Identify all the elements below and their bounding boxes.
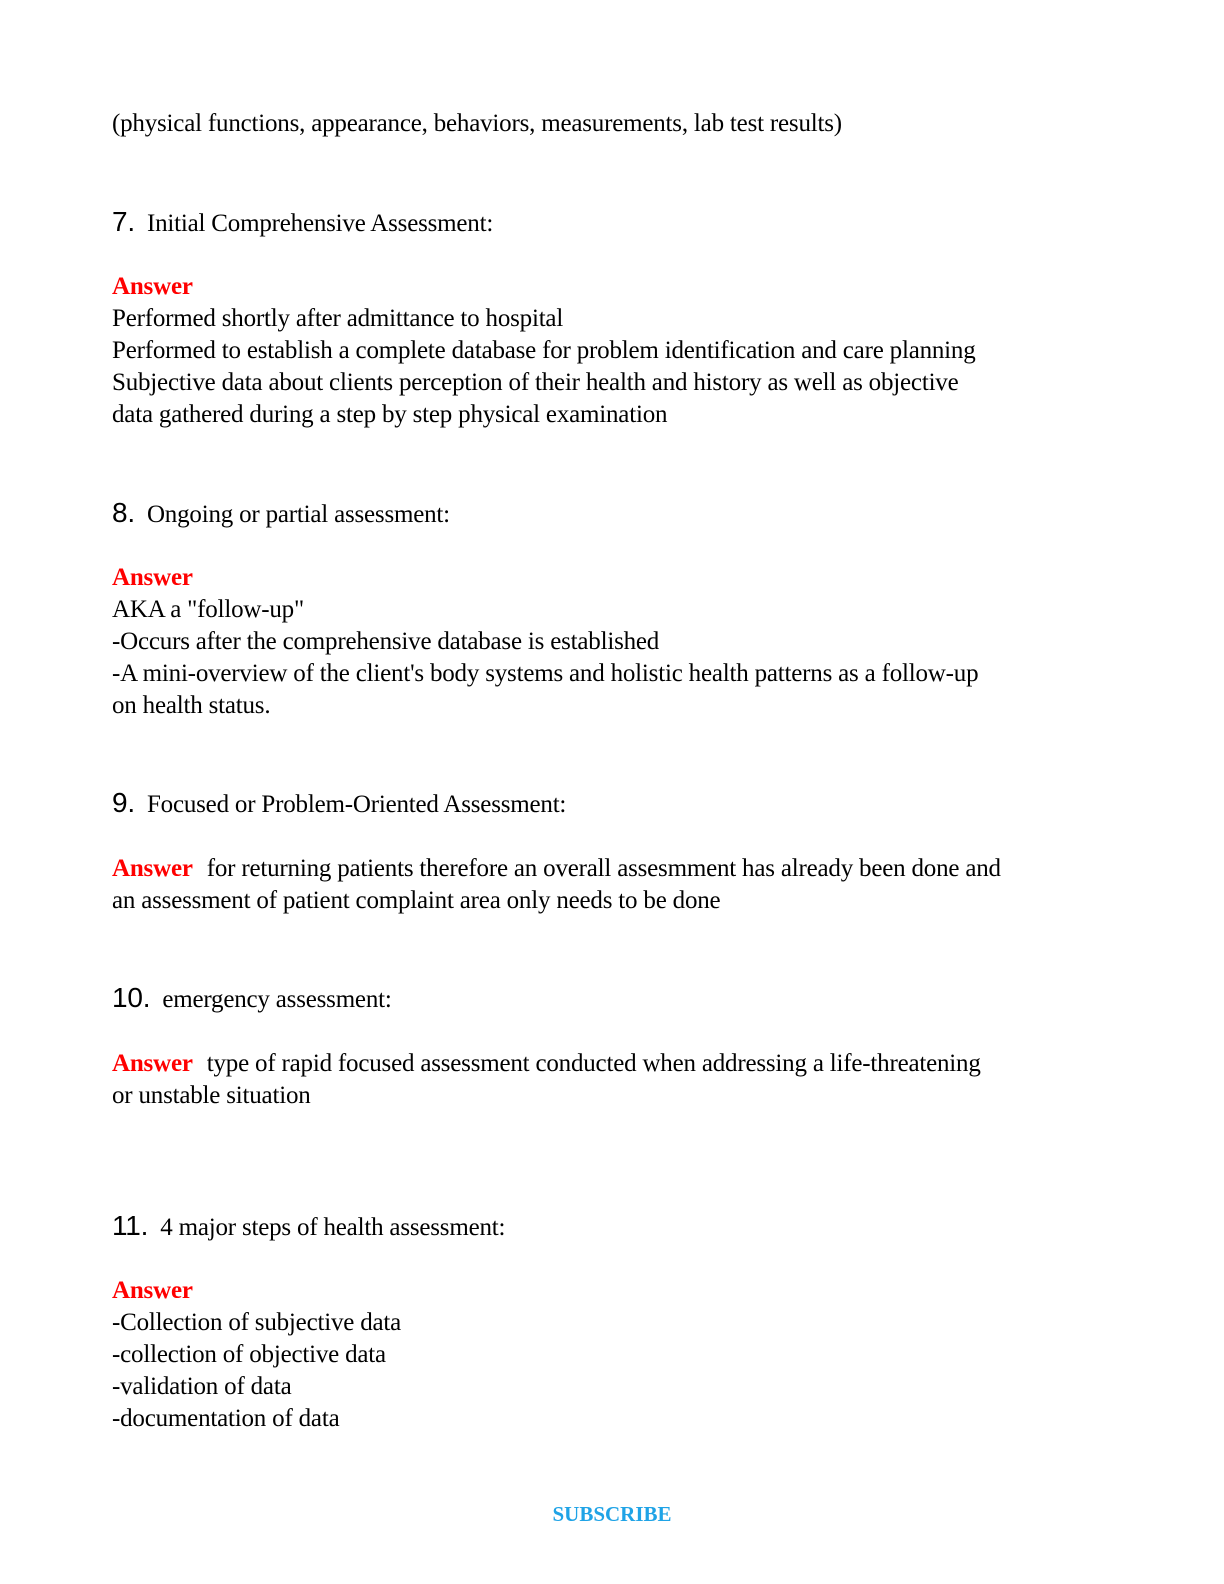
answer-label: Answer — [112, 855, 193, 882]
document-page — [112, 0, 1112, 1584]
question-8-heading — [112, 497, 450, 531]
answer-line: -validation of data — [112, 1373, 292, 1400]
question-prompt: Ongoing or partial assessment: — [146, 501, 450, 528]
answer-text: for returning patients therefore an overall assesmment has already been done and — [206, 855, 1001, 882]
answer-line: -collection of objective data — [112, 1341, 386, 1368]
answer-line: -A mini-overview of the client's body systems and holistic health patterns as a follow-up — [112, 660, 979, 687]
answer-line: data gathered during a step by step physical examination — [112, 401, 668, 428]
question-9-heading — [112, 787, 566, 821]
intro-text: (physical functions, appearance, behaviors, measurements, lab test results) — [112, 110, 842, 137]
answer-label: Answer — [112, 1050, 193, 1077]
answer-line: Subjective data about clients perception of their health and history as well as objective — [112, 369, 959, 396]
question-number: 9. — [112, 787, 135, 818]
answer-label: Answer — [112, 1277, 193, 1304]
question-7-heading — [112, 206, 493, 240]
answer-line: -Occurs after the comprehensive database is established — [112, 628, 660, 655]
question-number: 11. — [112, 1210, 149, 1241]
answer-line: Performed to establish a complete database for problem identification and care planning — [112, 337, 976, 364]
question-8-answer-label — [112, 562, 193, 594]
question-prompt: Focused or Problem-Oriented Assessment: — [146, 791, 567, 818]
answer-line: Performed shortly after admittance to hospital — [112, 305, 564, 332]
answer-line: -Collection of subjective data — [112, 1309, 402, 1336]
answer-line: -documentation of data — [112, 1405, 340, 1432]
subscribe-link[interactable]: SUBSCRIBE — [552, 1502, 672, 1526]
question-prompt: Initial Comprehensive Assessment: — [146, 210, 494, 237]
question-number: 7. — [112, 206, 135, 237]
question-11-answer-label — [112, 1275, 193, 1307]
question-number: 10. — [112, 982, 151, 1013]
question-10-heading — [112, 982, 392, 1016]
question-number: 8. — [112, 497, 135, 528]
answer-line: an assessment of patient complaint area only needs to be done — [112, 887, 721, 914]
question-9-answer — [112, 853, 1001, 885]
answer-label: Answer — [112, 564, 193, 591]
answer-line: or unstable situation — [112, 1082, 311, 1109]
question-prompt: emergency assessment: — [162, 986, 392, 1013]
answer-text: type of rapid focused assessment conducted when addressing a life-threatening — [206, 1050, 981, 1077]
question-prompt: 4 major steps of health assessment: — [160, 1214, 506, 1241]
question-10-answer — [112, 1048, 981, 1080]
question-7-answer-label — [112, 271, 193, 303]
question-11-heading — [112, 1210, 505, 1244]
answer-line: AKA a "follow-up" — [112, 596, 304, 623]
answer-label: Answer — [112, 273, 193, 300]
answer-line: on health status. — [112, 692, 271, 719]
